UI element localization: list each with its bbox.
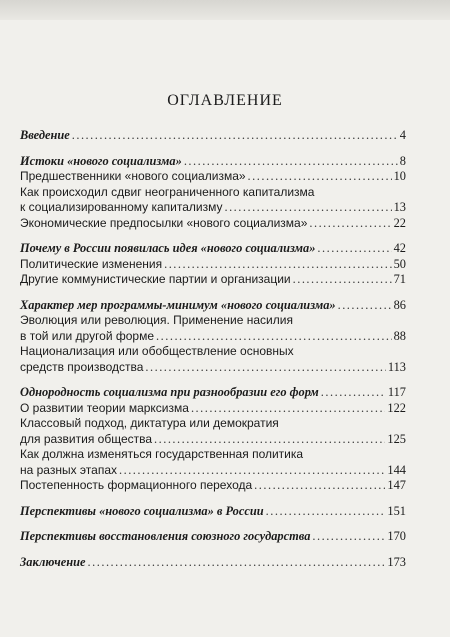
section-gap [20, 144, 406, 154]
section-gap [20, 288, 406, 298]
dot-leader [317, 241, 391, 257]
section-gap [20, 375, 406, 385]
page-number: 88 [393, 328, 406, 343]
page-number: 8 [399, 153, 406, 168]
dot-leader [312, 529, 385, 545]
dot-leader [145, 360, 385, 376]
dot-leader [338, 298, 392, 314]
page-number: 13 [393, 200, 406, 214]
dot-leader [72, 128, 398, 144]
subsection-title: к социализированному капитализму [20, 200, 223, 214]
dot-leader [184, 154, 398, 170]
dot-leader [293, 272, 392, 288]
toc-section-entry[interactable] [20, 298, 406, 314]
page-number: 173 [387, 554, 406, 569]
page-number: 22 [393, 215, 406, 230]
table-of-contents [20, 128, 406, 570]
subsection-title: Политические изменения [20, 256, 163, 271]
section-gap [20, 231, 406, 241]
section-title: Перспективы восстановления союзного государства [20, 529, 311, 543]
toc-subsection-entry[interactable] [20, 478, 406, 494]
dot-leader [154, 432, 385, 448]
subsection-title: Классовый подход, диктатура или демократия [20, 416, 279, 430]
subsection-title: на разных этапах [20, 462, 118, 477]
page-number: 151 [387, 503, 406, 518]
page-number: 71 [393, 272, 406, 286]
subsection-title: средств производства [20, 359, 144, 374]
page-number: 117 [387, 385, 406, 399]
toc-subsection-entry[interactable] [20, 344, 406, 360]
toc-subsection-entry[interactable] [20, 447, 406, 463]
section-title: Истоки «нового социализма» [20, 153, 182, 168]
section-gap [20, 519, 406, 529]
toc-section-entry[interactable] [20, 555, 406, 571]
page-header-strip [0, 0, 450, 20]
toc-section-entry[interactable] [20, 529, 406, 545]
page-number: 86 [393, 297, 406, 312]
subsection-title: Предшественники «нового социализма» [20, 169, 246, 183]
toc-subsection-entry[interactable] [20, 272, 406, 288]
section-title: Характер мер программы-минимум «нового социализма» [20, 297, 336, 312]
page-number: 125 [387, 431, 406, 446]
toc-subsection-entry[interactable] [20, 416, 406, 432]
toc-subsection-entry[interactable] [20, 360, 406, 376]
toc-subsection-entry[interactable] [20, 401, 406, 417]
toc-section-entry[interactable] [20, 504, 406, 520]
dot-leader [156, 329, 392, 345]
subsection-title: в той или другой форме [20, 328, 155, 343]
dot-leader [88, 555, 386, 571]
section-title: Почему в России появилась идея «нового социализма» [20, 241, 316, 255]
dot-leader [191, 401, 385, 417]
subsection-title: Другие коммунистические партии и организации [20, 272, 291, 286]
page-number: 147 [387, 478, 406, 492]
section-title: Введение [20, 128, 70, 142]
toc-subsection-entry[interactable] [20, 200, 406, 216]
page-number: 122 [387, 400, 406, 415]
dot-leader [119, 463, 385, 479]
section-title: Однородность социализма при разнообразии его форм [20, 385, 319, 399]
subsection-title: Экономические предпосылки «нового социализма» [20, 215, 308, 230]
toc-title: ОГЛАВЛЕНИЕ [167, 92, 283, 109]
toc-section-entry[interactable] [20, 241, 406, 257]
page-number: 170 [387, 529, 406, 543]
toc-section-entry[interactable] [20, 385, 406, 401]
subsection-title: Эволюция или революция. Применение насилия [20, 313, 293, 327]
toc-subsection-entry[interactable] [20, 169, 406, 185]
page-number: 144 [387, 462, 406, 477]
section-gap [20, 545, 406, 555]
dot-leader [248, 169, 392, 185]
section-title: Перспективы «нового социализма» в России [20, 503, 264, 518]
subsection-title: Постепенность формационного перехода [20, 478, 253, 492]
toc-subsection-entry[interactable] [20, 185, 406, 201]
dot-leader [254, 478, 385, 494]
page-number: 10 [393, 169, 406, 183]
page-number: 50 [393, 256, 406, 271]
subsection-title: для развития общества [20, 431, 153, 446]
page-number: 113 [387, 359, 406, 374]
toc-section-entry[interactable] [20, 154, 406, 170]
toc-subsection-entry[interactable] [20, 257, 406, 273]
subsection-title: Как должна изменяться государственная политика [20, 447, 304, 461]
page-number: 42 [393, 241, 406, 255]
toc-subsection-entry[interactable] [20, 313, 406, 329]
toc-subsection-entry[interactable] [20, 216, 406, 232]
toc-section-entry[interactable] [20, 128, 406, 144]
dot-leader [321, 385, 386, 401]
dot-leader [224, 200, 391, 216]
toc-subsection-entry[interactable] [20, 329, 406, 345]
subsection-title: О развитии теории марксизма [20, 400, 189, 415]
toc-subsection-entry[interactable] [20, 432, 406, 448]
dot-leader [309, 216, 391, 232]
page-number: 4 [399, 128, 406, 142]
subsection-title: Национализация или обобществление основных [20, 344, 294, 358]
subsection-title: Как происходил сдвиг неограниченного капитализма [20, 184, 315, 199]
section-gap [20, 494, 406, 504]
dot-leader [266, 504, 386, 520]
section-title: Заключение [20, 554, 86, 569]
toc-subsection-entry[interactable] [20, 463, 406, 479]
dot-leader [164, 257, 392, 273]
